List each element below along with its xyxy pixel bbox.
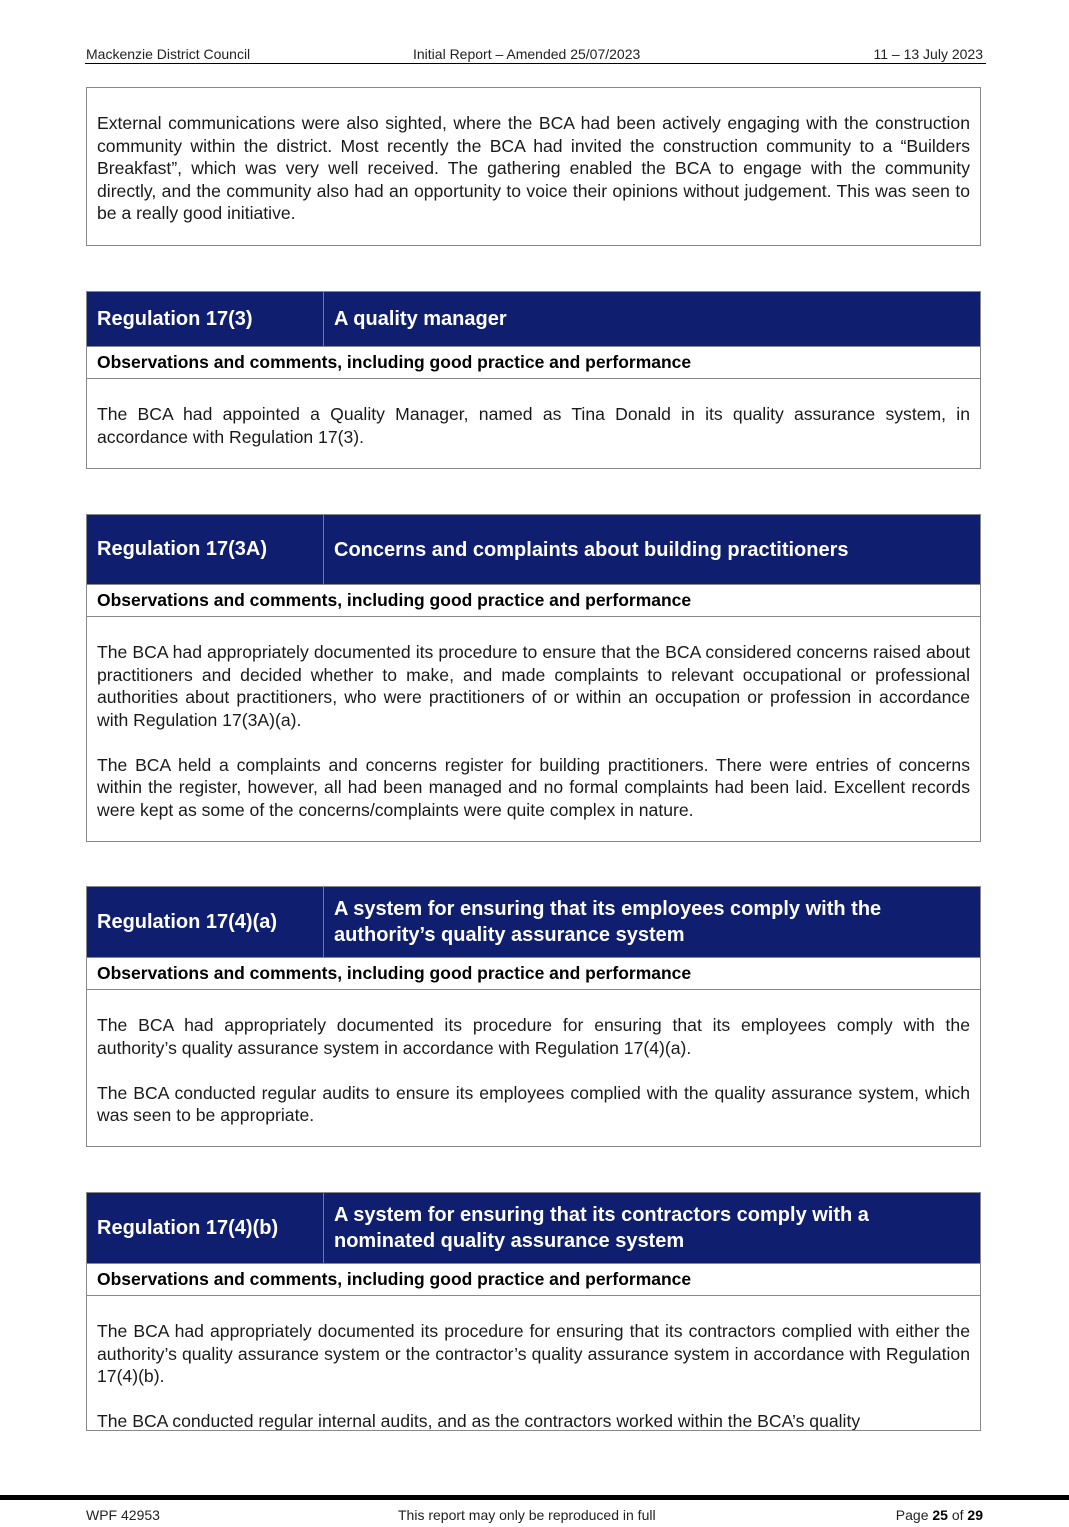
regulation-title-line: nominated quality assurance system bbox=[334, 1230, 685, 1252]
observations-heading: Observations and comments, including good practice and performance bbox=[87, 347, 980, 379]
regulation-header bbox=[87, 292, 980, 347]
regulation-header bbox=[87, 887, 980, 958]
footer-page-number bbox=[896, 1507, 983, 1523]
intro-paragraph: External communications were also sighted, where the BCA had been actively engaging with the construction community within the district. Most recently the BCA had invited the construction community to a “Builders Breakfast”, which was very well received. The gathering enabled the BCA to engage with the community directly, and the community also had an opportunity to voice their opinions without judgement. This was seen to be a really good initiative. bbox=[97, 113, 970, 223]
regulation-paragraph: The BCA had appropriately documented its procedure for ensuring that its contractors complied with either the authority’s quality assurance system or the contractor’s quality assurance system in accordance with Regulation 17(4)(b). bbox=[97, 1321, 970, 1386]
regulation-number: Regulation 17(4)(b) bbox=[87, 1193, 324, 1263]
footer-page-current: 25 bbox=[932, 1507, 948, 1523]
intro-box bbox=[86, 87, 981, 246]
observations-heading: Observations and comments, including good practice and performance bbox=[87, 1264, 980, 1296]
regulation-title-line: Concerns and complaints about building practitioners bbox=[334, 538, 849, 561]
footer-page-total: 29 bbox=[967, 1507, 983, 1523]
header-report-title: Initial Report – Amended 25/07/2023 bbox=[413, 46, 641, 62]
regulation-section bbox=[86, 1192, 981, 1431]
regulation-title-line: A system for ensuring that its employees comply with the bbox=[334, 898, 882, 920]
footer-notice: This report may only be reproduced in full bbox=[398, 1507, 656, 1523]
footer-page-of: of bbox=[951, 1507, 964, 1523]
footer-page-label: Page bbox=[895, 1507, 929, 1523]
regulation-title bbox=[324, 887, 980, 957]
observations-heading: Observations and comments, including good practice and performance bbox=[87, 958, 980, 990]
regulation-title-line: authority’s quality assurance system bbox=[334, 924, 685, 946]
regulation-title-line: A quality manager bbox=[334, 308, 507, 330]
regulation-paragraph: The BCA had appointed a Quality Manager, named as Tina Donald in its quality assurance system, in accordance with Regulation 17(3). bbox=[97, 404, 970, 447]
regulation-paragraph: The BCA had appropriately documented its procedure to ensure that the BCA considered concerns raised about practitioners and decided whether to make, and made complaints to relevant occupational or professional authorities about practitioners, who were practitioners of or within an occupation or profession in accordance with Regulation 17(3A)(a). bbox=[97, 642, 970, 730]
regulation-title-line: A system for ensuring that its contractors comply with a bbox=[334, 1204, 869, 1226]
page-header bbox=[85, 44, 986, 64]
regulation-number: Regulation 17(3) bbox=[87, 292, 324, 346]
regulation-title bbox=[324, 515, 980, 584]
regulation-header bbox=[87, 1193, 980, 1264]
footer-document-id: WPF 42953 bbox=[86, 1507, 160, 1523]
header-organisation: Mackenzie District Council bbox=[86, 46, 251, 62]
regulation-paragraph: The BCA conducted regular internal audits, and as the contractors worked within the BCA’s quality bbox=[97, 1411, 861, 1431]
regulation-title bbox=[324, 1193, 980, 1263]
regulation-number: Regulation 17(3A) bbox=[87, 515, 324, 584]
regulation-section bbox=[86, 886, 981, 1147]
regulation-title bbox=[324, 292, 980, 346]
regulation-paragraph: The BCA held a complaints and concerns register for building practitioners. There were entries of concerns within the register, however, all had been managed and no formal complaints had been laid. Excellent records were kept as some of the concerns/complaints were quite complex in nature. bbox=[97, 754, 970, 820]
regulation-paragraph: The BCA had appropriately documented its procedure for ensuring that its employees comply with the authority’s quality assurance system in accordance with Regulation 17(4)(a). bbox=[97, 1015, 970, 1058]
footer-rule bbox=[0, 1495, 1069, 1500]
header-date-range: 11 – 13 July 2023 bbox=[873, 46, 983, 62]
observations-heading: Observations and comments, including good practice and performance bbox=[87, 585, 980, 617]
regulation-number: Regulation 17(4)(a) bbox=[87, 887, 324, 957]
regulation-section bbox=[86, 291, 981, 469]
regulation-paragraph: The BCA conducted regular audits to ensure its employees complied with the quality assurance system, which was seen to be appropriate. bbox=[97, 1082, 970, 1125]
regulation-header bbox=[87, 515, 980, 585]
regulation-section bbox=[86, 514, 981, 842]
